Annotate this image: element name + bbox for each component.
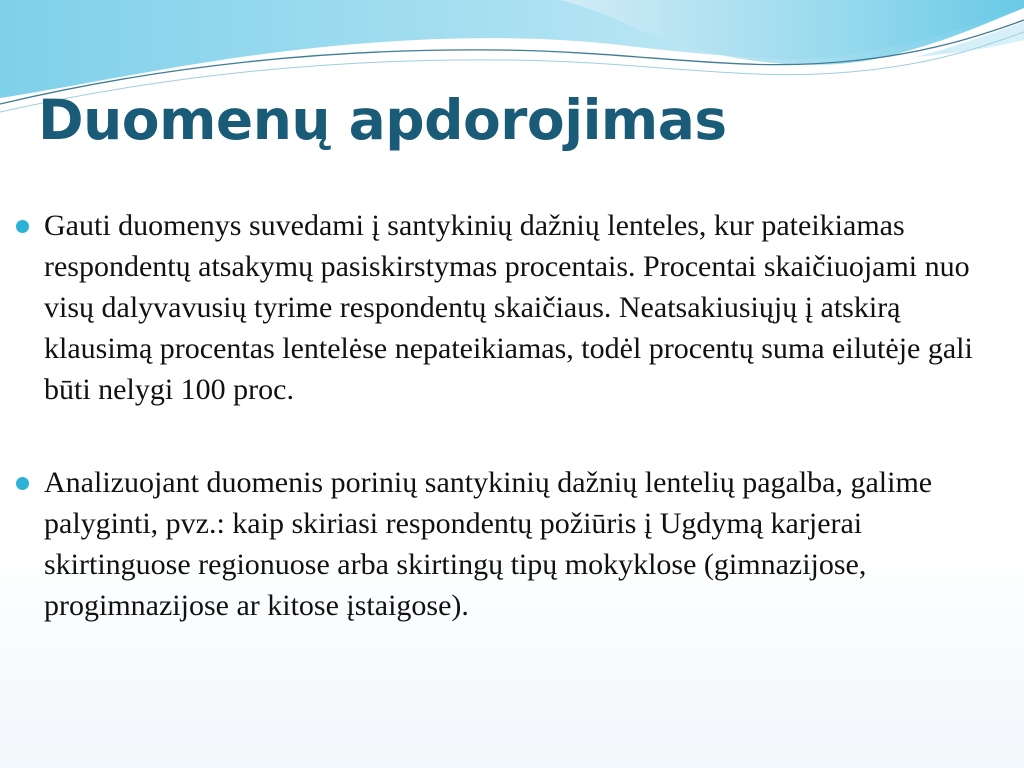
bullet-dot-icon [16, 220, 29, 233]
bullet-list [14, 205, 1014, 626]
bullet-text: Gauti duomenys suvedami į santykinių dažnių lenteles, kur pateikiamas respondentų atsakymų pasiskirstymas procentais. Procentai skaičiuojami nuo visų dalyvavusių tyrime respondentų skaičiaus. Neatsakiusiųjų į atskirą klausimą procentas lentelėse nepateikiamas, todėl procentų suma eilutėje gali būti nelygi 100 proc. [44, 209, 973, 406]
bullet-dot-icon [16, 477, 29, 490]
bullet-text: Analizuojant duomenis porinių santykinių dažnių lentelių pagalba, galime palyginti, pvz.: kaip skiriasi respondentų požiūris į Ugdymą karjerai skirtinguose regionuose arba skirtingų tipų mokyklose (gimnazijose, progimnazijose ar kitose įstaigose). [44, 466, 933, 622]
slide-title: Duomenų apdorojimas [38, 88, 727, 152]
bullet-item [14, 205, 1014, 410]
bullet-item [14, 462, 1014, 626]
